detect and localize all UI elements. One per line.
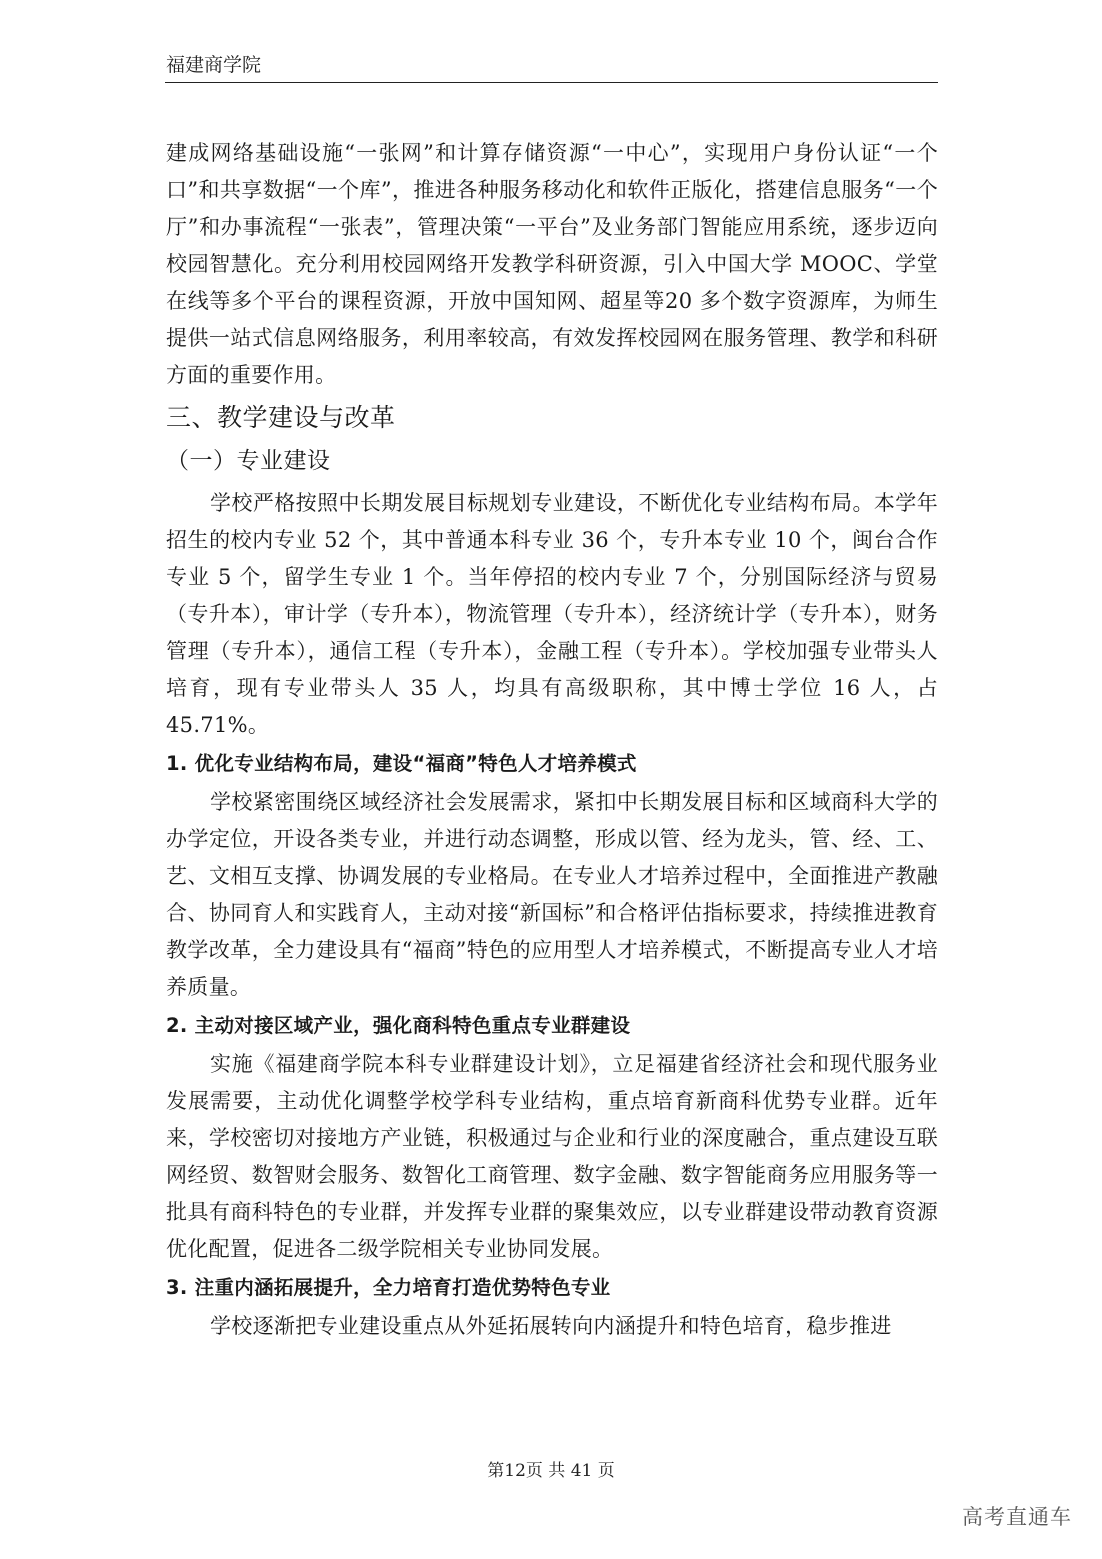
page-header (165, 52, 938, 83)
watermark: 高考直通车 (962, 1505, 1072, 1529)
document-body (166, 135, 938, 1345)
subsection-heading: （一）专业建设 (166, 448, 331, 474)
header-title: 福建商学院 (166, 54, 262, 76)
paragraph-majors: 学校严格按照中长期发展目标规划专业建设，不断优化专业结构布局。本学年招生的校内专业 52 个，其中普通本科专业 36 个，专升本专业 10 个，闽台合作专业 5 个，留学生专业 1 个。当年停招的校内专业 7 个，分别国际经济与贸易（专升本），审计学（专升本），物流管理（专升本），经济统计学（专升本），财务管理（专升本），通信工程（专升本），金融工程（专升本）。学校加强专业带头人培育，现有专业带头人 35 人，均具有高级职称，其中博士学位 16 人，占 45.71%。 (166, 491, 938, 737)
paragraph-cluster: 实施《福建商学院本科专业群建设计划》，立足福建省经济社会和现代服务业发展需要，主动优化调整学校学科专业结构，重点培育新商科优势专业群。近年来，学校密切对接地方产业链，积极通过与企业和行业的深度融合，重点建设互联网经贸、数智财会服务、数智化工商管理、数字金融、数字智能商务应用服务等一批具有商科特色的专业群，并发挥专业群的聚集效应，以专业群建设带动教育资源优化配置，促进各二级学院相关专业协同发展。 (166, 1052, 938, 1261)
page-number: 第12页 共 41 页 (487, 1461, 615, 1481)
item-heading-1: 1. 优化专业结构布局，建设“福商”特色人才培养模式 (166, 752, 637, 775)
paragraph-network: 建成网络基础设施“一张网”和计算存储资源“一中心”，实现用户身份认证“一个口”和共享数据“一个库”，推进各种服务移动化和软件正版化，搭建信息服务“一个厅”和办事流程“一张表”，管理决策“一平台”及业务部门智能应用系统，逐步迈向校园智慧化。充分利用校园网络开发教学科研资源，引入中国大学 MOOC、学堂在线等多个平台的课程资源，开放中国知网、超星等20 多个数字资源库，为师生提供一站式信息网络服务，利用率较高，有效发挥校园网在服务管理、教学和科研方面的重要作用。 (166, 141, 938, 387)
paragraph-connotation: 学校逐渐把专业建设重点从外延拓展转向内涵提升和特色培育，稳步推进 (210, 1314, 892, 1338)
paragraph-structure: 学校紧密围绕区域经济社会发展需求，紧扣中长期发展目标和区域商科大学的办学定位，开设各类专业，并进行动态调整，形成以管、经为龙头，管、经、工、艺、文相互支撑、协调发展的专业格局。在专业人才培养过程中，全面推进产教融合、协同育人和实践育人，主动对接“新国标”和合格评估指标要求，持续推进教育教学改革，全力建设具有“福商”特色的应用型人才培养模式，不断提高专业人才培养质量。 (166, 790, 938, 999)
item-heading-2: 2. 主动对接区域产业，强化商科特色重点专业群建设 (166, 1014, 631, 1037)
item-heading-3: 3. 注重内涵拓展提升，全力培育打造优势特色专业 (166, 1276, 611, 1299)
section-heading: 三、教学建设与改革 (166, 403, 396, 432)
